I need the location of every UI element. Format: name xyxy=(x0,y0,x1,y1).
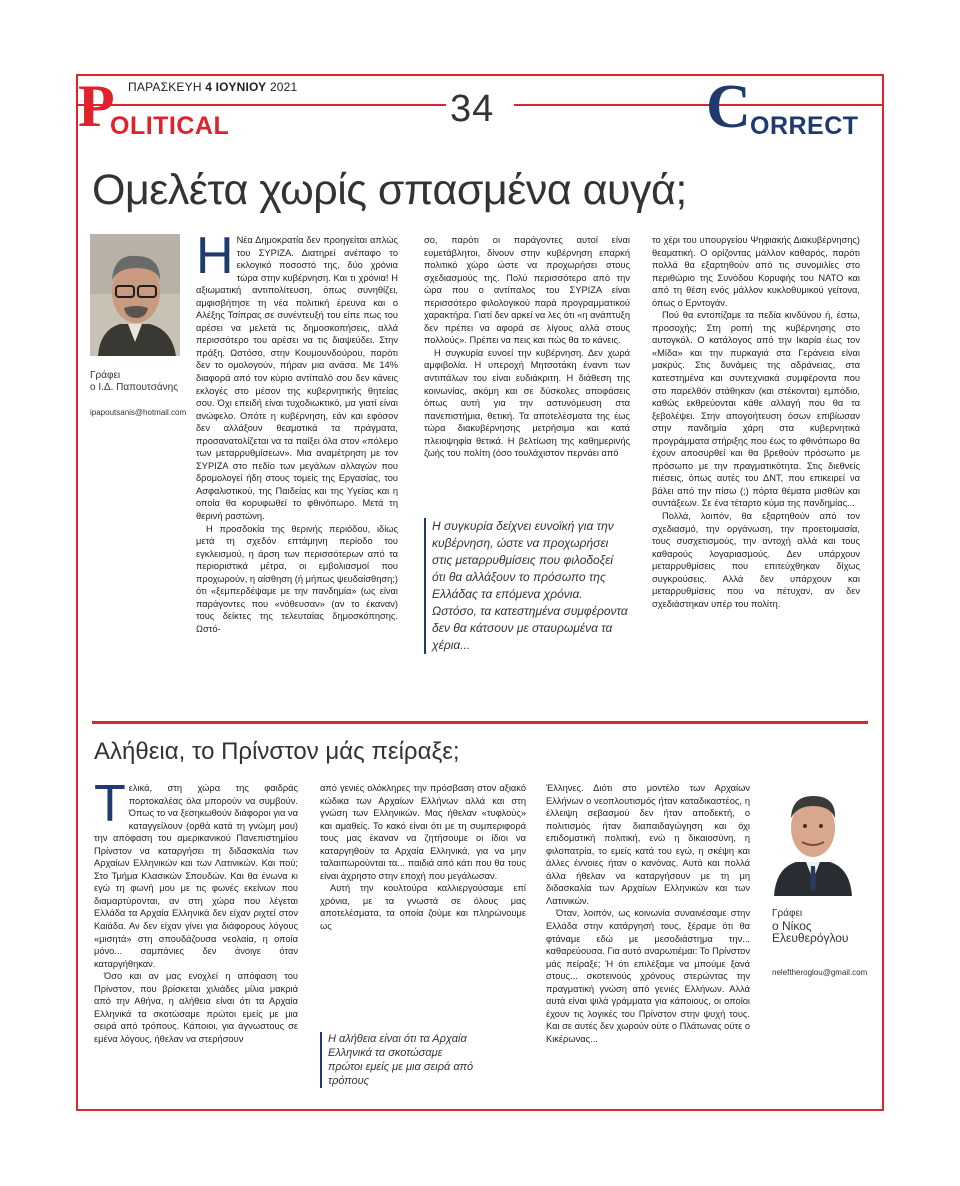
paragraph: ελικά, στη χώρα της φαιδράς πορτοκαλέας όλα μπορούν να συμβούν. Όπως το να ξεσηκωθούν διάφοροι για να καταγγείλουν (ορθά κατά τη γνώμη μου) την απόφαση του αμερικανικού Πανεπιστημίου Πρίνστον να καταργήσει τη διδασκαλία των Αρχαίων Ελληνικών και των Λατινικών. Και πού; Στο Τμήμα Κλασικών Σπουδών. Και θα ένωνα κι εγώ τη φωνή μου με τις φωνές εκείνων που διαμαρτύρονται, αν στη χώρα που λέγεται Ελλάδα τα Αρχαία Ελληνικά δεν είχαν ριχτεί στον Καιάδα. Αν δεν είχαν γίνει για διάφορους λόγους «μισητά» στη σπουδάζουσα νεολαία, η οποία μόνο... σαμπάνιες δεν άνοιγε όταν καταργήθηκαν. xyxy=(94,783,298,969)
article1-author-caption xyxy=(90,370,178,394)
article2-author-email: neleftheroglou@gmail.com xyxy=(772,968,868,977)
date-bold: 4 ΙΟΥΝΙΟΥ xyxy=(205,80,267,94)
article2-column-1 xyxy=(94,775,298,1045)
logo-political: OLITICAL xyxy=(110,112,230,140)
paragraph: Νέα Δημοκρατία δεν προηγείται απλώς του ΣΥΡΙΖΑ. Διατηρεί ανέπαφο το εκλογικό ποσοστό της, δύο χρόνια τώρα στην κυβέρνηση. Και τι χρόνια! Η αξιωματική αντιπολίτευση, όπως συνηθίζει, αμφισβήτησε τη νέα πολιτική έρευνα και ο Αλέξης Τσίπρας σε συνέντευξή του είπε πως του αρέσει να μελετά τις δημοσκοπήσεις, αλλά περισσότερο του αρέσει να τις διαψεύδει. Στην πράξη. Ωστόσο, στην Κουμουνδούρου, παρότι δεν το ομολογούν, πήραν μια ανάσα. Με 14% διαφορά από τον κύριο αντίπαλό σου δεν κάνεις εκλογές στο μέσον της κυβερνητικής θητείας σου. Όχι επειδή είναι τυχοδιωκτικό, μα γιατί είναι ανώφελο. Οπότε η κυβέρνηση, εάν και εφόσον δεν αλλάξουν θεαματικά τα πράγματα, προσανατολίζεται να τα παίξει όλα στον «πόλεμο των μεταρρυθμίσεων». Μια αναμέτρηση με τον ΣΥΡΙΖΑ στο πεδίο των μεγάλων αλλαγών που δρομολογεί ήδη στους τομείς της Εργασίας, του Ασφαλιστικού, της Παιδείας και της Υγείας και η οποία θα κορυφωθεί το φθινόπωρο. Μετά τη θερινή ραστώνη. xyxy=(196,235,398,522)
author-name-line2: Ελευθερόγλου xyxy=(772,931,849,945)
issue-date xyxy=(128,80,297,94)
article1-column-1 xyxy=(196,227,398,636)
article2-column-2 xyxy=(320,782,526,933)
paragraph: Αυτή την κουλτούρα καλλιεργούσαμε επί χρόνια, με τα γνωστά σε όλους μας αποτελέσματα, τα οποία ζούμε και πληρώνουμε ως xyxy=(320,883,526,932)
paragraph: Πολλά, λοιπόν, θα εξαρτηθούν από τον σχεδιασμό, την οργάνωση, την προετοιμασία, τους συσχετισμούς, την αντοχή αλλά και τους καθαρούς λογαριασμούς. Δεν υπάρχουν μεταρρυθμίσεις που επιτεύχθηκαν δίχως συγκρούσεις. Αλλά δεν υπάρχουν και μεταρρυθμίσεις που να πέτυχαν, αν δεν σχεδιάστηκαν υπέρ του πολίτη. xyxy=(652,511,860,609)
author-label: Γράφει xyxy=(772,908,803,919)
header-rule-left xyxy=(76,104,446,106)
article1-author-email: ipapoutsanis@hotmail.com xyxy=(90,408,187,417)
author-name-line1: ο Νίκος xyxy=(772,919,812,933)
date-day: ΠΑΡΑΣΚΕΥΗ xyxy=(128,80,202,94)
article2-headline: Αλήθεια, το Πρίνστον μάς πείραξε; xyxy=(94,738,460,765)
logo-correct: ORRECT xyxy=(750,112,859,140)
logo-political-initial: P xyxy=(78,73,115,139)
logo-correct-initial: C xyxy=(706,73,751,141)
article2-column-3 xyxy=(546,782,750,1045)
dropcap: Τ xyxy=(94,775,126,833)
dropcap: Η xyxy=(196,227,234,285)
paragraph: σο, παρότι οι παράγοντες αυτοί είναι ευμετάβλητοι, δίνουν στην κυβέρνηση επαρκή πολιτικό χώρο ώστε να προχωρήσει στους σχεδιασμούς της. Πολύ περισσότερο από την ώρα που ο αντίπαλος του ΣΥΡΙΖΑ είναι περισσότερο φιλολογικού παρά προγραμματικού χαρακτήρα. Γιατί δεν αρκεί να λες ότι «η ανάπτυξη δεν πρέπει να αφορά σε λίγους αλλά στους πολλούς». Πρέπει να πεις και πώς θα το κάνεις. xyxy=(424,235,630,346)
paragraph: Όταν, λοιπόν, ως κοινωνία συναινέσαμε στην Ελλάδα στην κατάργησή τους, ξέραμε ότι θα φτάναμε εδώ με μεσοδιάστημα την... καθαρεύουσα. Για αυτό αναρωτιέμαι: Το Πρίνστον μάς πείραξε; Ή ότι επιλέξαμε να μπούμε ξανά στους... σκοτεινούς χρόνους στερώντας την πραγματική γνώση από γενιές Ελλήνων. Αλλά αυτά είναι ψιλά γράμματα για κάποιους, οι οποίοι έχουν τις λογικές του Πρίνστον στην ψυχή τους. Και σε αυτές δεν χωρούν ούτε ο Πλάτωνας ούτε ο Κικέρωνας... xyxy=(546,908,750,1044)
article2-author-caption xyxy=(772,908,849,944)
header-rule-right xyxy=(514,104,884,106)
article1-headline: Ομελέτα χωρίς σπασμένα αυγά; xyxy=(92,166,687,214)
article2-pullquote: Η αλήθεια είναι ότι τα Αρχαία Ελληνικά τα σκοτώσαμε πρώτοι εμείς με μια σειρά από τρόπους xyxy=(320,1032,478,1088)
article1-pullquote: Η συγκυρία δείχνει ευνοϊκή για την κυβέρνηση, ώστε να προχωρήσει στις μεταρρυθμίσεις που φιλοδοξεί ότι θα αλλάξουν το πρόσωπο της Ελλάδας τα επόμενα χρόνια. Ωστόσο, τα κατεστημένα συμφέροντα δεν θα κάτσουν με σταυρωμένα τα χέρια... xyxy=(424,518,628,654)
paragraph: Η προσδοκία της θερινής περιόδου, ιδίως μετά τη σχεδόν επτάμηνη περίοδο του εγκλεισμού, η άρση των περισσότερων από τα περιοριστικά μέτρα, οι εμβολιασμοί που προχωρούν, η αίσθηση (ή μήπως ψευδαίσθηση;) ότι «ξεμπερδέψαμε με την πανδημία» (ως είναι παράγοντες που «νόθευσαν» (αν το έκαναν) τους δείκτες της τελευταίας δημοσκόπησης. Ωστό- xyxy=(196,523,398,634)
paragraph: Η συγκυρία ευνοεί την κυβέρνηση. Δεν χωρά αμφιβολία. Η υπεροχή Μητσοτάκη έναντι των αντιπάλων του είναι ευδιάκριτη. Η διάθεση της κοινωνίας, ακόμη και σε δύσκολες αποφάσεις όπως αυτή για την αστυνόμευση στα πανεπιστήμια, θετική. Τα αποτελέσματα της έως τώρα διακυβέρνησης μετρήσιμα και κατά πλειοψηφία θετικά. Η βελτίωση της καθημερινής ζωής του πολίτη (όσο τουλάχιστον περνάει από xyxy=(424,347,630,459)
author-photo-papoutsanis xyxy=(90,234,180,356)
date-year: 2021 xyxy=(269,80,298,94)
paragraph: Έλληνες. Διότι στο μοντέλο των Αρχαίων Ελλήνων ο νεοπλουτισμός ήταν καταδικαστέος, η έλλειψη σεβασμού δεν ήταν αποδεκτή, ο πολιτισμός ήταν διαπαιδαγώγηση και όχι επιδοματική πολιτική, ενώ η δικαιοσύνη, η φιλοπατρία, το εμείς κατά του εγώ, η σκέψη και άλλες έννοιες ήταν ο κανόνας. Αυτά και πολλά άλλα ήθελαν να καταργήσουν με τη μη διδασκαλία των Αρχαίων Ελληνικών και των Λατινικών. xyxy=(546,783,750,906)
author-photo-eleftheroglou xyxy=(772,776,854,896)
article1-column-2 xyxy=(424,234,630,460)
author-name: ο Ι.Δ. Παπουτσάνης xyxy=(90,382,179,393)
paragraph: από γενιές ολόκληρες την πρόσβαση στον αξιακό κώδικα των Αρχαίων Ελλήνων αλλά και στη γνώση των Ελληνικών. Μας ήθελαν «τυφλούς» και αμαθείς. Το κακό είναι ότι με τη συμπεριφορά τους μας έκαναν να ζητήσουμε οι ίδιοι να καταργηθούν τα Αρχαία Ελληνικά, για να μην ταλαιπωρούνται τα... παιδιά από κάτι που θα τους είναι άχρηστο στην εποχή που μεγάλωσαν. xyxy=(320,783,526,881)
author-label: Γράφει xyxy=(90,370,121,381)
article1-column-3 xyxy=(652,234,860,610)
paragraph: το χέρι του υπουργείου Ψηφιακής Διακυβέρνησης) θεαματική. Ο ορίζοντας μάλλον καθαρός, παρότι πολλά θα εξαρτηθούν από τις συνομιλίες στο περιθώριο της Συνόδου Κορυφής του ΝΑΤΟ και από τη θέση ενός μάλλον κυκλοθυμικού γείτονα, όπως ο Ερντογάν. xyxy=(652,235,860,308)
paragraph: Πού θα εντοπίζαμε τα πεδία κινδύνου ή, έστω, προσοχής; Στη ροπή της κυβέρνησης στο αυτογκόλ. Ο κατάλογος από την Ικαρία έως τον «Μίδα» και την πυρκαγιά στα Γεράνεια είναι μακρύς. Στις δυνάμεις της αδράνειας, στα κατεστημένα και συντεχνιακά συμφέροντα που στο παρελθόν στάθηκαν (και στέκονται) εμπόδιο, καθώς εκθρεύονται κάθε αλλαγή που θα τα ξεβολέψει. Στην απογοήτευση όσων επιβίωσαν στην πανδημία χάρη στα κυβερνητικά προγράμματα στήριξης που έως το φθινόπωρο θα έχουν αποσυρθεί και θα βρεθούν πρόσωπο με πρόσωπο με την πραγματικότητα. Στις διεθνείς πιέσεις, όπως αυτές του ΔΝΤ, που επικειρεί να βάλει από την πίσω (;) πόρτα θέματα μισθών και συντάξεων. Σε ένα τέταρτο κύμα της πανδημίας... xyxy=(652,310,860,509)
page-number: 34 xyxy=(450,88,495,130)
article-divider xyxy=(92,721,868,724)
paragraph: Όσο και αν μας ενοχλεί η απόφαση του Πρίνστον, που βρίσκεται χιλιάδες μίλια μακριά από την Αθήνα, η αλήθεια είναι ότι τα Αρχαία Ελληνικά τα σκοτώσαμε πρώτοι εμείς με μια σειρά από τρόπους. Κάποιοι, για άγνωστους σε εμένα λόγους, ήθελαν να στερήσουν xyxy=(94,971,298,1044)
